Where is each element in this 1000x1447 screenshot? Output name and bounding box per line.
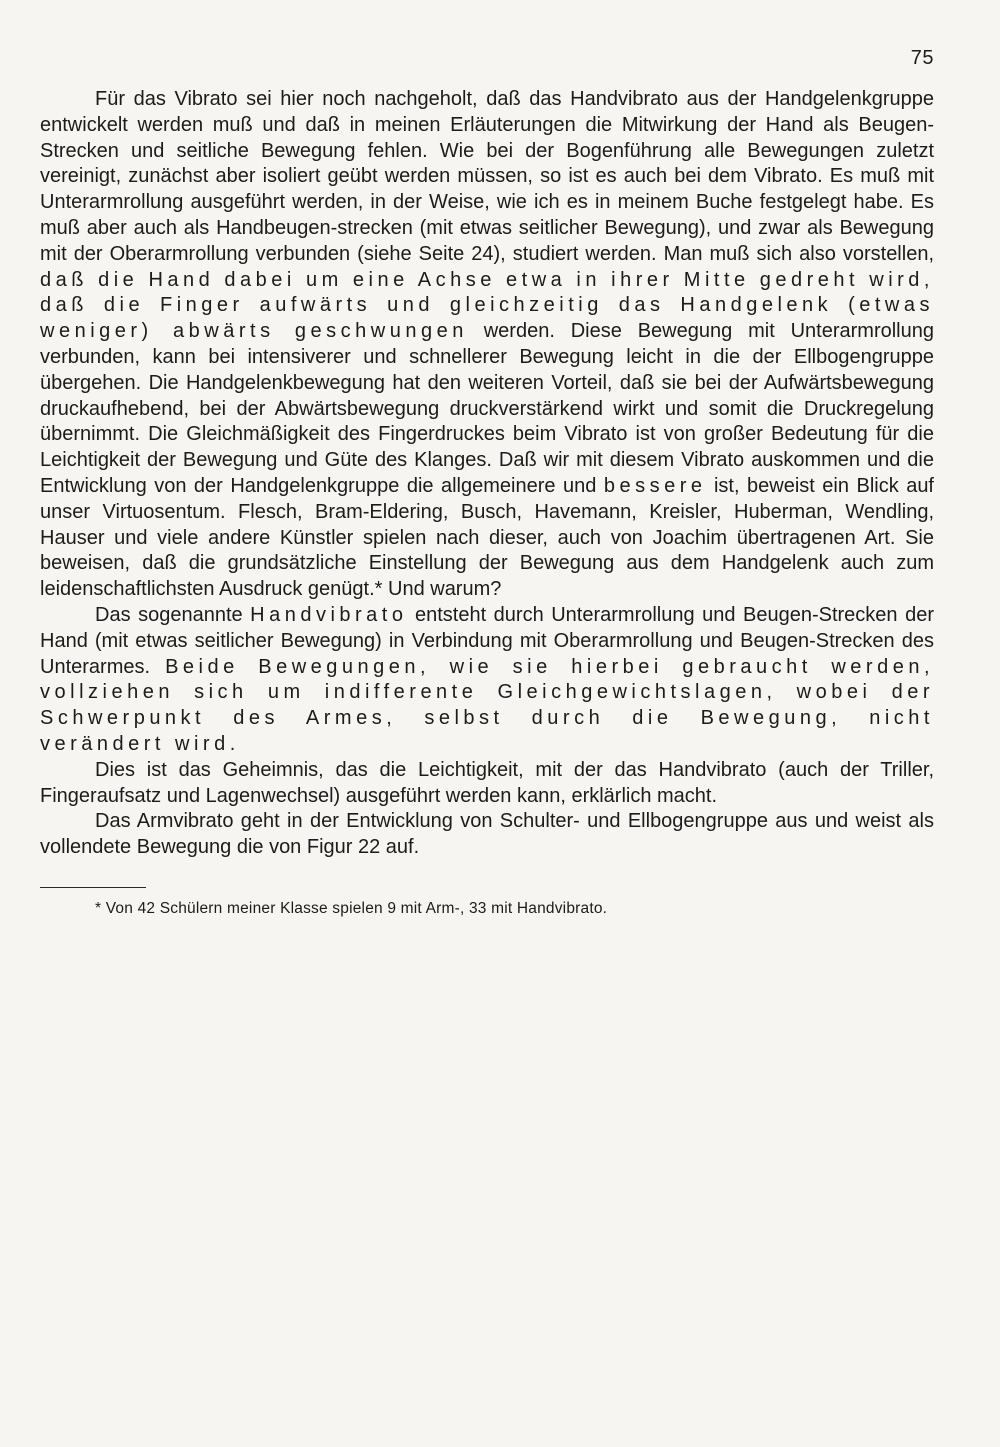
spaced-text-run: Handvibrato — [250, 603, 408, 626]
page-number: 75 — [910, 47, 934, 69]
spaced-text-run: Beide Bewegungen, wie sie hierbei gebraucht werden, vollziehen sich um indifferente Gleichgewichtslagen, wobei der Schwerpunkt des Armes, selbst durch die Bewegung, nicht verändert wird. — [40, 655, 934, 755]
paragraph-handvibrato — [40, 603, 934, 758]
text-run: Das sogenannte — [95, 603, 251, 626]
text-run: Dies ist das Geheimnis, das die Leichtigkeit, mit der das Handvibrato (auch der Triller, Fingeraufsatz und Lagenwechsel) ausgeführt werden kann, erklärlich macht. — [40, 758, 934, 807]
body-text — [40, 87, 934, 861]
text-run: werden. Diese Bewegung mit Unterarmrollung verbunden, kann bei intensiverer und schnellerer Bewegung leicht in die der Ellbogengruppe übergehen. Die Handgelenkbewegung hat den weiteren Vorteil, daß sie bei der Aufwärtsbewegung druckaufhebend, bei der Abwärtsbewegung druckverstärkend wirkt und somit die Druckregelung übernimmt. Die Gleichmäßigkeit des Fingerdruckes beim Vibrato ist von großer Bedeutung für die Leichtigkeit der Bewegung und Güte des Klanges. Daß wir mit diesem Vibrato auskommen und die Entwicklung von der Handgelenkgruppe die allgemeinere und — [40, 320, 934, 497]
spaced-text-run: bessere — [603, 474, 707, 497]
footnote: * Von 42 Schülern meiner Klasse spielen 9 mit Arm-, 33 mit Handvibrato. — [95, 900, 608, 917]
text-run: entsteht durch Unterarmrollung und Beugen-Strecken der Hand (mit etwas seitlicher Bewegung) in Verbindung mit Oberarmrollung und Beugen-Strecken des Unterarmes. — [40, 603, 934, 678]
paragraph-geheimnis — [40, 758, 934, 810]
paragraph-armvibrato — [40, 809, 934, 861]
spaced-text-run: daß die Hand dabei um eine Achse etwa in ihrer Mitte gedreht wird, daß die Finger aufwärts und gleichzeitig das Handgelenk (etwas weniger) abwärts geschwungen — [40, 268, 934, 343]
paragraph-vibrato-intro — [40, 87, 934, 603]
text-run: Das Armvibrato geht in der Entwicklung von Schulter- und Ellbogengruppe aus und weist als vollendete Bewegung die von Figur 22 auf. — [40, 810, 934, 859]
text-run: ist, beweist ein Blick auf unser Virtuosentum. Flesch, Bram-Eldering, Busch, Havemann, Kreisler, Huberman, Wendling, Hauser und viele andere Künstler spielen nach dieser, auch von Joachim übertragenen Art. Sie beweisen, daß die grundsätzliche Einstellung der Bewegung aus dem Handgelenk auch zum leidenschaftlichsten Ausdruck genügt.* Und warum? — [40, 474, 934, 601]
text-run: Für das Vibrato sei hier noch nachgeholt, daß das Handvibrato aus der Handgelenkgruppe entwickelt werden muß und daß in meinen Erläuterungen die Mitwirkung der Hand als Beugen-Strecken und seitliche Bewegung fehlen. Wie bei der Bogenführung alle Bewegungen zuletzt vereinigt, zunächst aber isoliert geübt werden müssen, so ist es auch bei dem Vibrato. Es muß mit Unterarmrollung ausgeführt werden, in der Weise, wie ich es in meinem Buche festgelegt habe. Es muß aber auch als Handbeugen-strecken (mit etwas seitlicher Bewegung), und zwar als Bewegung mit der Oberarmrollung verbunden (siehe Seite 24), studiert werden. Man muß sich also vorstellen, — [40, 88, 934, 265]
footnote-rule — [40, 887, 146, 888]
